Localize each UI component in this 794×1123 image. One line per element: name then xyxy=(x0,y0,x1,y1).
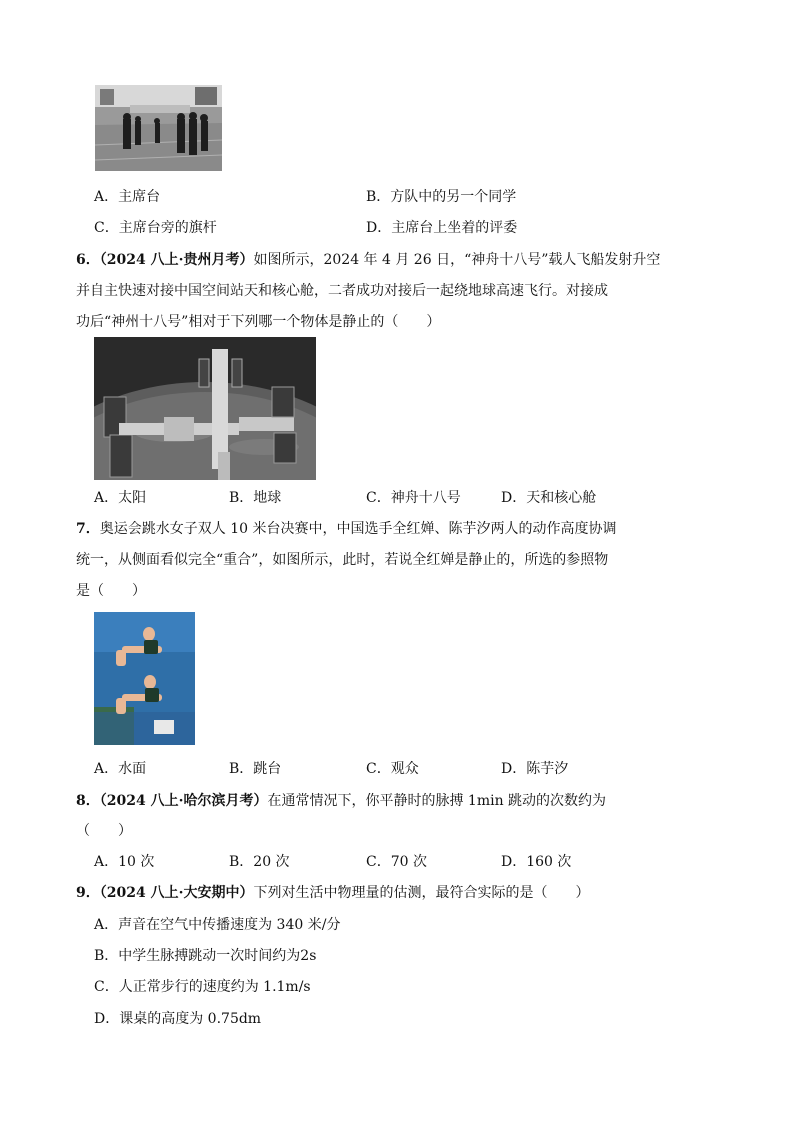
q6-number: 6． xyxy=(76,252,100,268)
q6-source: （2024 八上·贵州月考） xyxy=(99,252,254,268)
q5-option-d: D．主席台上坐着的评委 xyxy=(366,220,518,236)
parade-photo xyxy=(95,85,222,171)
q6-option-b: B．地球 xyxy=(229,490,282,506)
q7-number: 7． xyxy=(76,521,100,537)
q9-source: （2024 八上·大安期中） xyxy=(99,885,254,901)
q5-option-c: C．主席台旁的旗杆 xyxy=(94,220,217,236)
q7-option-a: A．水面 xyxy=(94,761,147,777)
q7-stem-1: 奥运会跳水女子双人 10 米台决赛中，中国选手全红婵、陈芋汐两人的动作高度协调 xyxy=(99,521,617,537)
q6-stem-2: 并自主快速对接中国空间站天和核心舱，二者成功对接后一起绕地球高速飞行。对接成 xyxy=(76,283,608,299)
q8-option-c: C．70 次 xyxy=(366,854,427,870)
q9-stem: 下列对生活中物理量的估测，最符合实际的是（ ） xyxy=(253,885,590,901)
q7-option-b: B．跳台 xyxy=(229,761,282,777)
q7-stem-2: 统一，从侧面看似完全“重合”，如图所示，此时，若说全红婵是静止的，所选的参照物 xyxy=(76,552,609,568)
q8-stem-2: （ ） xyxy=(76,823,132,839)
q9-option-c: C．人正常步行的速度约为 1.1m/s xyxy=(94,979,311,995)
q9-line-1 xyxy=(76,882,589,902)
q8-number: 8． xyxy=(76,793,100,809)
q6-line-1 xyxy=(76,249,660,269)
q7-stem-3: 是（ ） xyxy=(76,583,146,599)
q5-option-b: B．方队中的另一个同学 xyxy=(366,189,517,205)
q9-number: 9． xyxy=(76,885,100,901)
q6-stem-1: 如图所示，2024 年 4 月 26 日，“神舟十八号”载人飞船发射升空 xyxy=(253,252,661,268)
q8-line-1 xyxy=(76,790,606,810)
divers-photo xyxy=(94,612,195,745)
q9-option-b: B．中学生脉搏跳动一次时间约为2s xyxy=(94,948,317,964)
q6-option-a: A．太阳 xyxy=(94,490,147,506)
q7-line-1 xyxy=(76,518,616,538)
q7-option-c: C．观众 xyxy=(366,761,419,777)
q8-option-b: B．20 次 xyxy=(229,854,290,870)
q9-option-d: D．课桌的高度为 0.75dm xyxy=(94,1011,262,1027)
space-station-photo xyxy=(94,337,316,480)
q7-option-d: D．陈芋汐 xyxy=(501,761,569,777)
q6-option-c: C．神舟十八号 xyxy=(366,490,461,506)
q8-option-d: D．160 次 xyxy=(501,854,572,870)
q9-option-a: A．声音在空气中传播速度为 340 米/分 xyxy=(94,917,341,933)
q5-option-a: A．主席台 xyxy=(94,189,161,205)
q6-option-d: D．天和核心舱 xyxy=(501,490,597,506)
q6-stem-3: 功后“神州十八号”相对于下列哪一个物体是静止的（ ） xyxy=(76,314,441,330)
q8-stem-1: 在通常情况下，你平静时的脉搏 1min 跳动的次数约为 xyxy=(267,793,607,809)
q8-option-a: A．10 次 xyxy=(94,854,155,870)
q8-source: （2024 八上·哈尔滨月考） xyxy=(99,793,268,809)
